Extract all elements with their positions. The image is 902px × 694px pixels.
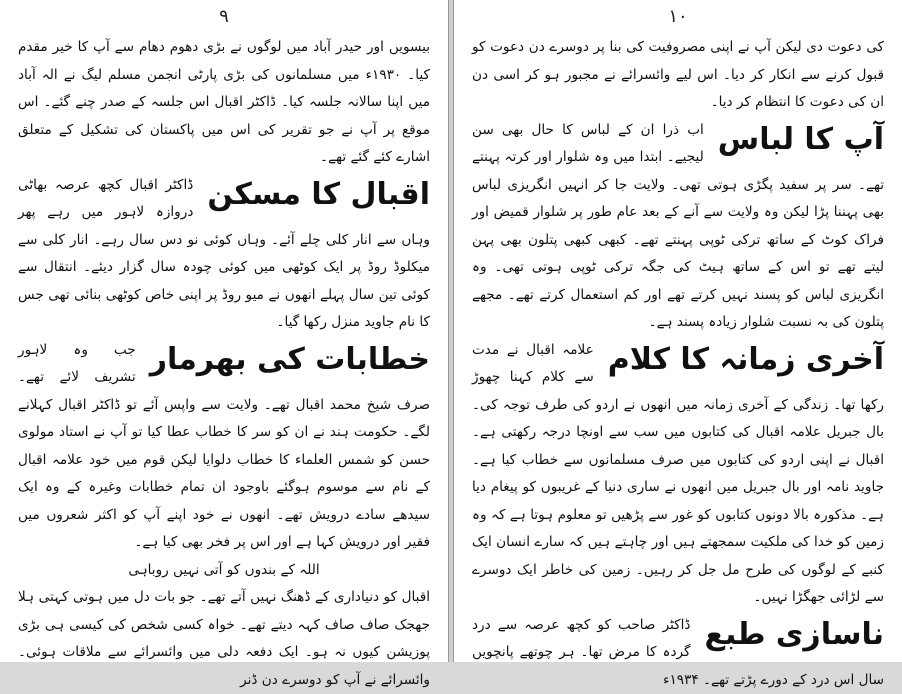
section-heading: آخری زمانہ کا کلام [608, 343, 884, 377]
paragraph: کی دعوت دی لیکن آپ نے اپنی مصروفیت کی بنا پر دوسرے دن دعوت کو قبول کرنے سے انکار کر دیا۔ اس لیے وائسرائے نے مجبور ہو کر اسی دن ان کی دعوت کا انتظام کر دیا۔ [472, 34, 884, 117]
section-text: ڈاکٹر اقبال کچھ عرصہ بھاٹی دروازہ لاہور میں رہے پھر وہاں سے انار کلی چلے آئے۔ وہاں کوئی نو دس سال رہے۔ انار کلی سے میکلوڈ روڈ پر ایک کوٹھی میں کوئی چودہ سال گزار دیئے۔ انتقال سے کوئی تین سال پہلے انھوں نے میو روڈ پر اپنی خاص کوٹھی بنائی تھی جس کا نام جاوید منزل رکھا گیا۔ [18, 172, 430, 337]
section-text: جب وہ لاہور تشریف لائے تھے۔ صرف شیخ محمد اقبال تھے۔ ولایت سے واپس آئے تو ڈاکٹر اقبال کہلانے لگے۔ حکومت ہند نے ان کو سر کا خطاب عطا کیا تو آپ نے استاد مولوی حسن کو شمس العلماء کا خطاب دلوایا لیکن قوم میں خود علامہ اقبال کے نام سے موسوم ہوگئے باوجود ان تمام خطابات وغیرہ کے وہ ایک سیدھے سادے درویش تھے۔ انھوں نے خود اپنے آپ کو اکثر شعروں میں فقیر اور درویش کہا ہے اور اس پر فخر بھی کیا ہے۔ [18, 337, 430, 557]
section-heading: آپ کا لباس [718, 123, 884, 157]
section-heading: اقبال کا مسکن [207, 178, 430, 212]
section-text: اب ذرا ان کے لباس کا حال بھی سن لیجیے۔ ابتدا میں وہ شلوار اور کرتہ پہنتے تھے۔ سر پر سفید پگڑی ہوتی تھی۔ ولایت جا کر انہیں انگریزی لباس بھی پہننا پڑا لیکن وہ ولایت سے آنے کے بعد عام طور پر شلوار قمیض اور فراک کوٹ کے ساتھ ترکی ٹوپی پہنتے تھے۔ کبھی کبھی پتلون بھی پہن لیتے تھے تو اس کے ساتھ ہیٹ کی جگہ ترکی ٹوپی ہوتی تھی۔ وہ انگریزی لباس کو پسند نہیں کرتے تھے اور کم استعمال کرتے تھے۔ مجھے پتلون کی بہ نسبت شلوار زیادہ پسند ہے۔ [472, 117, 884, 337]
left-page-body [18, 34, 430, 652]
section-dress [472, 117, 884, 337]
page-number-right: ۱۰ [454, 6, 902, 27]
section-iqbal-residence [18, 172, 430, 337]
section-heading: ناسازی طبع [704, 618, 884, 652]
section-text: ڈاکٹر صاحب کو کچھ عرصہ سے درد گردہ کا مرض تھا۔ ہر چوتھے پانچویں سال اس درد کے دورے پڑتے تھے۔ ۱۹۳۴ء [472, 612, 884, 694]
verse-quote: اللہ کے بندوں کو آتی نہیں روباہی [18, 557, 430, 585]
left-page [0, 0, 449, 662]
closing-paragraph: اقبال کو دنیاداری کے ڈھنگ نہیں آتے تھے۔ جو بات دل میں ہوتی کہتی ہلا جھجک صاف صاف کہہ دیتے تھے۔ خواہ کسی شخص کی کیسی ہی بڑی پوزیشن کیوں نہ ہو۔ ایک دفعہ دلی میں وائسرائے سے ملاقات ہوئی۔ وائسرائے نے آپ کو دوسرے دن ڈنر [18, 584, 430, 694]
paragraph: بیسویں اور حیدر آباد میں لوگوں نے بڑی دھوم دھام سے آپ کا خیر مقدم کیا۔ ۱۹۳۰ء میں مسلمانوں کی بڑی پارٹی انجمن مسلم لیگ نے الہ آباد میں اپنا سالانہ جلسہ کیا۔ ڈاکٹر اقبال اس جلسہ کے صدر چنے گئے۔ اس موقع پر آپ نے جو تقریر کی اس میں پاکستان کی تشکیل کے متعلق اشارے کئے گئے تھے۔ [18, 34, 430, 172]
page-number-left: ۹ [0, 6, 448, 27]
right-page [453, 0, 902, 662]
section-heading: خطابات کی بھرمار [150, 343, 430, 377]
section-last-poetry [472, 337, 884, 612]
right-page-body [472, 34, 884, 652]
section-illness [472, 612, 884, 694]
section-text: علامہ اقبال نے مدت سے کلام کہنا چھوڑ رکھا تھا۔ زندگی کے آخری زمانہ میں انھوں نے اردو کی طرف توجہ کی۔ بال جبریل علامہ اقبال کی کتابوں میں سب سے اونچا درجہ رکھتی ہے۔ اقبال نے اپنی اردو کی کتابوں میں صرف مسلمانوں سے خطاب کیا ہے۔ جاوید نامہ اور بال جبریل میں انھوں نے ساری دنیا کے غریبوں کو پیغام دیا ہے۔ مذکورہ بالا دونوں کتابوں کو غور سے پڑھیں تو معلوم ہوتا ہے کہ وہ زمین کو خدا کی ملکیت سمجھتے ہیں اور چاہتے ہیں کہ سارے انسان ایک کنبے کے لوگوں کی طرح مل جل کر رہیں۔ زمین کی خاطر ایک دوسرے سے لڑائی جھگڑا نہیں۔ [472, 337, 884, 612]
section-titles [18, 337, 430, 557]
